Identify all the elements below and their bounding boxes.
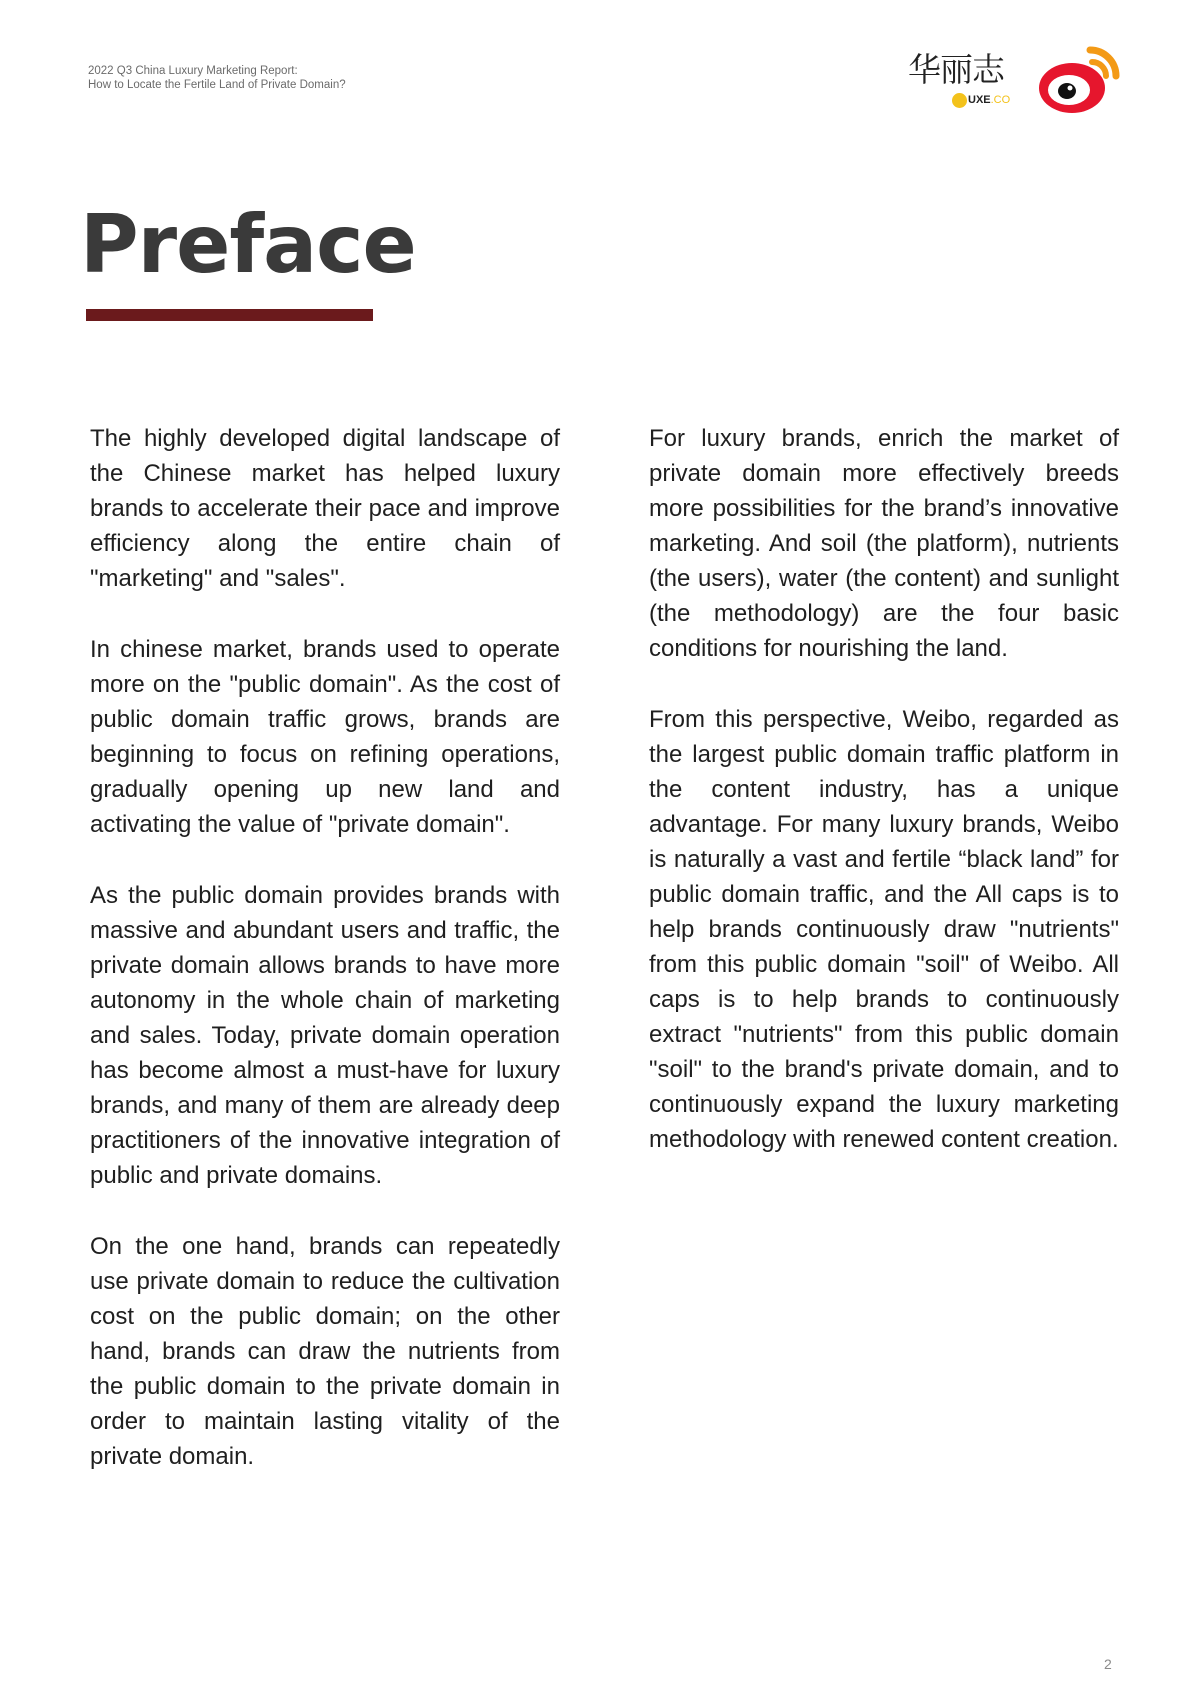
page-title: Preface bbox=[80, 198, 416, 291]
title-underline bbox=[86, 309, 373, 321]
report-header-line-2: How to Locate the Fertile Land of Private Domain? bbox=[88, 79, 346, 91]
report-header bbox=[88, 64, 346, 92]
paragraph: From this perspective, Weibo, regarded as the largest public domain traffic platform in the content industry, has a unique advantage. For many luxury brands, Weibo is naturally a vast and fertile “black land” for public domain traffic, and the All caps is to help brands continuously draw "nutrients" from this public domain "soil" of Weibo. All caps is to help brands to continuously extract "nutrients" from this public domain "soil" to the brand's private domain, and to continuously expand the luxury marketing methodology with renewed content creation. bbox=[649, 706, 1119, 1153]
luxe-co-logo bbox=[902, 50, 1020, 114]
right-column bbox=[649, 421, 1119, 1193]
paragraph: On the one hand, brands can repeatedly use private domain to reduce the cultivation cost on the public domain; on the other hand, brands can draw the nutrients from the public domain to the private domain in order to maintain lasting vitality of the private domain. bbox=[90, 1233, 560, 1470]
page-number: 2 bbox=[1104, 1656, 1112, 1672]
luxe-dot-icon bbox=[952, 93, 967, 108]
paragraph: The highly developed digital landscape of the Chinese market has helped luxury brands to accelerate their pace and improve efficiency along the entire chain of "marketing" and "sales". bbox=[90, 425, 560, 592]
luxe-english-wordmark bbox=[952, 92, 1010, 108]
weibo-logo-svg bbox=[1036, 44, 1122, 116]
paragraph: As the public domain provides brands with massive and abundant users and traffic, the private domain allows brands to have more autonomy in the whole chain of marketing and sales. Today, private domain operation has become almost a must-have for luxury brands, and many of them are already deep practitioners of the innovative integration of public and private domains. bbox=[90, 882, 560, 1189]
paragraph: For luxury brands, enrich the market of private domain more effectively breeds more possibilities for the brand’s innovative marketing. And soil (the platform), nutrients (the users), water (the content) and sunlight (the methodology) are the four basic conditions for nourishing the land. bbox=[649, 425, 1119, 662]
luxe-uxe-text: UXE bbox=[968, 94, 991, 106]
weibo-eye bbox=[1058, 83, 1076, 99]
luxe-co-text: .CO bbox=[990, 94, 1011, 106]
left-column bbox=[90, 421, 560, 1510]
weibo-logo-icon bbox=[1036, 44, 1122, 116]
paragraph: In chinese market, brands used to operate more on the "public domain". As the cost of public domain traffic grows, brands are beginning to focus on refining operations, gradually opening up new land and activating the value of "private domain". bbox=[90, 636, 560, 838]
luxe-chinese-wordmark: 华丽志 bbox=[908, 50, 1004, 89]
report-header-line-1: 2022 Q3 China Luxury Marketing Report: bbox=[88, 65, 298, 77]
weibo-eye-highlight bbox=[1068, 86, 1073, 91]
